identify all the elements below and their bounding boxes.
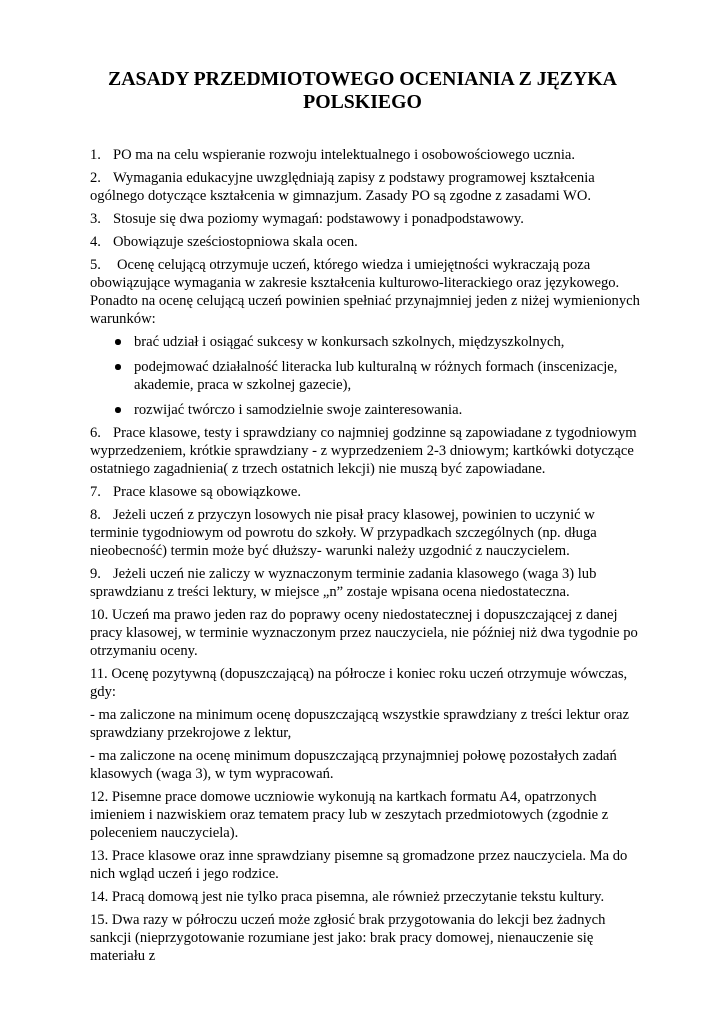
condition-text: rozwijać twórczo i samodzielnie swoje zainteresowania. [134,402,463,418]
document-body [90,146,643,970]
bullet-icon [115,339,121,345]
rule-6 [90,424,643,478]
condition-text: brać udział i osiągać sukcesy w konkursach szkolnych, międzyszkolnych, [134,334,565,350]
rule-text: Ocenę celującą otrzymuje uczeń, którego wiedza i umiejętności wykraczają poza obowiązujące wymagania w zakresie kształcenia kulturowo-literackiego oraz językowego. Ponadto na ocenę celującą uczeń powinien spełniać przynajmniej jeden z niżej wymienionych warunków: [90,257,640,327]
bullet-icon [115,407,121,413]
rule-text: Prace klasowe oraz inne sprawdziany pisemne są gromadzone przez nauczyciela. Ma do nich wgląd uczeń i jego rodzice. [90,848,628,882]
rule-number: 4. [90,234,101,250]
rule-text: Ocenę pozytywną (dopuszczającą) na półrocze i koniec roku uczeń otrzymuje wówczas, gdy: [90,666,628,700]
rule-4 [90,233,643,251]
rule-text: Wymagania edukacyjne uwzględniają zapisy z podstawy programowej kształcenia ogólnego dotyczące kształcenia w gimnazjum. Zasady PO są zgodne z zasadami WO. [90,170,595,204]
rule-number: 11. [90,666,108,682]
rule-1 [90,146,643,164]
criteria-item: - ma zaliczone na ocenę minimum dopuszczającą przynajmniej połowę pozostałych zadań klasowych (waga 3), w tym wypracowań. [90,748,617,782]
rule-text: Uczeń ma prawo jeden raz do poprawy oceny niedostatecznej i dopuszczającej z danej pracy klasowej, w terminie wyznaczonym przez nauczyciela, nie później niż dwa tygodnie po otrzymaniu oceny. [90,607,638,659]
rule-number: 10. [90,607,109,623]
conditions-list [90,333,643,419]
rule-11 [90,665,643,701]
rule-number: 1. [90,147,101,163]
rule-15 [90,911,643,965]
rule-text: Prace klasowe, testy i sprawdziany co najmniej godzinne są zapowiadane z tygodniowym wyprzedzeniem, krótkie sprawdziany - z wyprzedzeniem 2-3 dniowym; kartkówki dotyczące ostatniego zagadnienia( z trzech ostatnich lekcji) nie muszą być zapowiadane. [90,425,637,477]
rule-text: PO ma na celu wspieranie rozwoju intelektualnego i osobowościowego ucznia. [113,147,576,163]
rule-10 [90,606,643,660]
rule-2 [90,169,643,205]
rule-8 [90,506,643,560]
condition-item [90,333,643,351]
rule-text: Stosuje się dwa poziomy wymagań: podstawowy i ponadpodstawowy. [113,211,524,227]
rule-5 [90,256,643,328]
rule-text: Prace klasowe są obowiązkowe. [113,484,302,500]
rule-number: 12. [90,789,109,805]
page-title: ZASADY PRZEDMIOTOWEGO OCENIANIA Z JĘZYKA POLSKIEGO [108,68,617,113]
condition-item [90,358,643,394]
criteria-item: - ma zaliczone na minimum ocenę dopuszczającą wszystkie sprawdziany z treści lektur oraz sprawdziany przekrojowe z lektur, [90,707,629,741]
rule-number: 7. [90,484,101,500]
rule-text: Obowiązuje sześciostopniowa skala ocen. [113,234,358,250]
rule-13 [90,847,643,883]
rule-number: 14. [90,889,109,905]
rule-text: Pracą domową jest nie tylko praca pisemna, ale również przeczytanie tekstu kultury. [111,889,605,905]
rule-text: Dwa razy w półroczu uczeń może zgłosić brak przygotowania do lekcji bez żadnych sankcji (nieprzygotowanie rozumiane jest jako: brak pracy domowej, nienauczenie się materiału z [90,912,606,964]
rule-text: Jeżeli uczeń z przyczyn losowych nie pisał pracy klasowej, powinien to uczynić w terminie tygodniowym od powrotu do szkoły. W przypadkach szczególnych (np. długa nieobecność) termin może być dłuższy- warunki należy uzgodnić z nauczycielem. [90,507,597,559]
rule-12 [90,788,643,842]
rule-text: Pisemne prace domowe uczniowie wykonują na kartkach formatu A4, opatrzonych imieniem i nazwiskiem oraz tematem pracy lub w zeszytach przedmiotowych (zgodnie z poleceniem nauczyciela). [90,789,609,841]
condition-text: podejmować działalność literacka lub kulturalną w różnych formach (inscenizacje, akademie, praca w szkolnej gazecie), [134,359,618,393]
rule-9 [90,565,643,601]
rule-number: 2. [90,170,101,186]
rule-number: 5. [90,257,101,273]
bullet-icon [115,364,121,370]
rule-number: 6. [90,425,101,441]
rule-number: 3. [90,211,101,227]
rule-number: 9. [90,566,101,582]
rule-3 [90,210,643,228]
rule-text: Jeżeli uczeń nie zaliczy w wyznaczonym terminie zadania klasowego (waga 3) lub sprawdzianu z treści lektury, w miejsce „n” zostaje wpisana ocena niedostateczna. [90,566,597,600]
rule-number: 8. [90,507,101,523]
rule-14 [90,888,643,906]
rule-number: 15. [90,912,109,928]
condition-item [90,401,643,419]
rule-7 [90,483,643,501]
rule-number: 13. [90,848,109,864]
